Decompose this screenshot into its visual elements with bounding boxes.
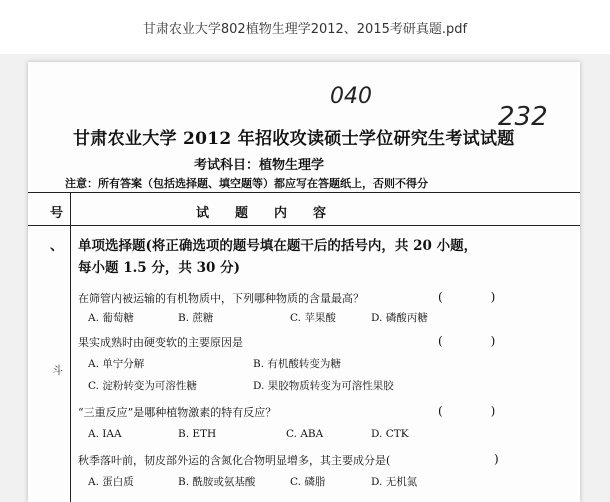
question-2-answer-paren: ( ) xyxy=(438,334,496,348)
window-title-bar xyxy=(0,0,610,54)
question-2-option-a: A. 单宁分解 xyxy=(88,358,145,370)
section-number-mark: 、 xyxy=(50,238,64,254)
question-3-answer-paren: ( ) xyxy=(438,404,496,418)
subject-line: 考试科目：植物生理学 xyxy=(194,158,325,173)
question-3-option-c: C. ABA xyxy=(286,428,324,440)
question-3-option-d: D. CTK xyxy=(371,428,409,440)
margin-artifact-mark: 斗 xyxy=(52,364,63,377)
header-content: 试 题 内 容 xyxy=(196,206,327,221)
exam-title: 甘肃农业大学 2012 年招收攻读硕士学位研究生考试试题 xyxy=(73,129,515,149)
table-column-divider xyxy=(70,192,71,502)
question-1-option-a: A. 葡萄糖 xyxy=(88,312,134,324)
question-4-option-a: A. 蛋白质 xyxy=(88,476,134,488)
pdf-page xyxy=(28,62,580,502)
handwritten-code: 040 xyxy=(330,84,372,109)
question-4-option-d: D. 无机氮 xyxy=(371,476,418,488)
question-2-option-d: D. 果胶物质转变为可溶性果胶 xyxy=(253,380,394,392)
question-4-stem: 秋季落叶前，韧皮部外运的含氮化合物明显增多，其主要成分是( xyxy=(78,454,391,467)
exam-note: 注意：所有答案（包括选择题、填空题等）都应写在答题纸上，否则不得分 xyxy=(65,177,428,190)
question-2-option-b: B. 有机酸转变为糖 xyxy=(253,358,341,370)
question-3-option-a: A. IAA xyxy=(88,428,122,440)
question-4-option-c: C. 磷脂 xyxy=(290,476,326,488)
window-title: 甘肃农业大学802植物生理学2012、2015考研真题.pdf xyxy=(142,21,468,37)
section-title-line2: 每小题 1.5 分，共 30 分) xyxy=(78,260,240,276)
table-top-border xyxy=(28,192,580,193)
question-1-option-b: B. 蔗糖 xyxy=(178,312,214,324)
table-header-border xyxy=(28,225,580,226)
question-1-option-c: C. 苹果酸 xyxy=(290,312,336,324)
header-number: 号 xyxy=(50,206,64,221)
question-1-stem: 在筛管内被运输的有机物质中，下列哪种物质的含量最高？ xyxy=(78,292,364,305)
question-2-option-c: C. 淀粉转变为可溶性糖 xyxy=(88,380,197,392)
question-1-option-d: D. 磷酸丙糖 xyxy=(371,312,428,324)
question-2-stem: 果实成熟时由硬变软的主要原因是 xyxy=(78,336,243,349)
question-4-answer-paren: ) xyxy=(494,452,499,466)
section-title-line1: 单项选择题(将正确选项的题号填在题干后的括号内，共 20 小题， xyxy=(78,238,478,254)
handwritten-number: 232 xyxy=(498,102,548,132)
question-3-option-b: B. ETH xyxy=(178,428,217,440)
question-3-stem: “三重反应”是哪种植物激素的特有反应？ xyxy=(78,406,277,419)
question-4-option-b: B. 酰胺或氨基酸 xyxy=(178,476,256,488)
question-1-answer-paren: ( ) xyxy=(438,290,496,304)
